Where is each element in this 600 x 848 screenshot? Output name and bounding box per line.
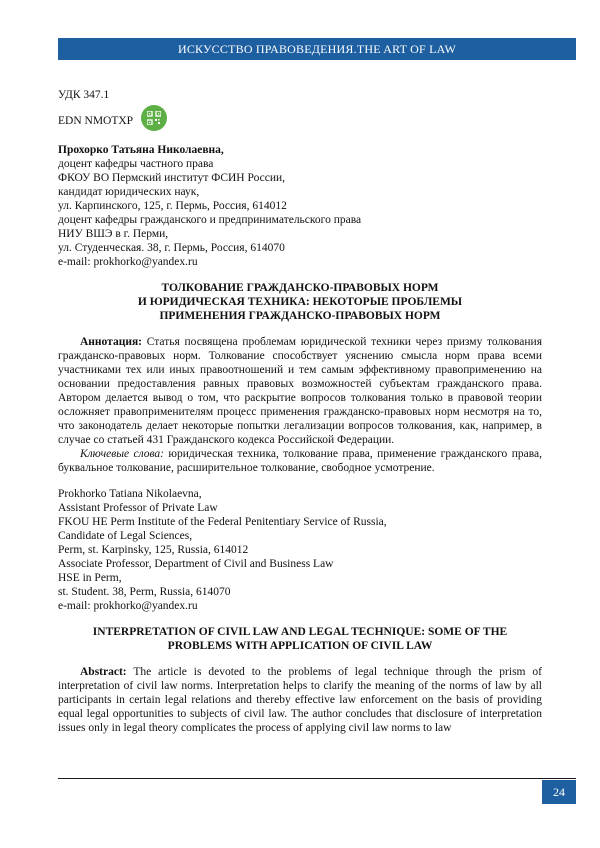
author-line-en: Candidate of Legal Sciences, bbox=[58, 530, 193, 542]
keywords-label-ru: Ключевые слова: bbox=[80, 448, 164, 460]
edn-code: EDN NMOTXP bbox=[58, 115, 134, 127]
abstract-text-ru: Статья посвящена проблемам юридической техники через призму толкования гражданско-правовых норм. Толкование способствует уяснению смысла норм права всеми участниками тех или иных правоотношений и тем самым эффективному правоприменению на основании предоставления равных правовых возможностей субъектам гражданского права. Автором делается вывод о том, что раскрытие вопросов толкования только в правовой теории осложняет правоприменителям процесс применения гражданско-правовых норм несмотря на то, что законодатель делает некоторые попытки легализации вопросов толкования, как, например, в случае со статьей 431 Гражданского кодекса Российской Федерации. bbox=[58, 336, 542, 446]
author-line: ул. Студенческая. 38, г. Пермь, Россия, 614070 bbox=[58, 242, 285, 254]
abstract-ru bbox=[58, 335, 542, 475]
page-number: 24 bbox=[553, 785, 565, 799]
author-line: ул. Карпинского, 125, г. Пермь, Россия, 614012 bbox=[58, 200, 287, 212]
title-line: ПРИМЕНЕНИЯ ГРАЖДАНСКО-ПРАВОВЫХ НОРМ bbox=[159, 310, 441, 322]
author-line-en: FKOU HE Perm Institute of the Federal Penitentiary Service of Russia, bbox=[58, 516, 387, 528]
author-line: доцент кафедры частного права bbox=[58, 158, 214, 170]
author-info-en bbox=[58, 487, 542, 613]
author-line: кандидат юридических наук, bbox=[58, 186, 200, 198]
journal-title: ИСКУССТВО ПРАВОВЕДЕНИЯ.THE ART OF LAW bbox=[177, 42, 457, 56]
abstract-label-en: Abstract: bbox=[80, 666, 127, 678]
keywords-text-ru: юридическая техника, толкование права, применение гражданского права, буквальное толкование, расширительное толкование, свободное усмотрение. bbox=[58, 448, 542, 474]
author-line-en: Associate Professor, Department of Civil and Business Law bbox=[58, 558, 334, 570]
article-title-ru bbox=[58, 281, 542, 323]
author-line-en: Prokhorko Tatiana Nikolaevna, bbox=[58, 488, 202, 500]
article-title-en bbox=[58, 625, 542, 653]
journal-header-bar bbox=[58, 38, 576, 60]
title-line: ТОЛКОВАНИЕ ГРАЖДАНСКО-ПРАВОВЫХ НОРМ bbox=[161, 282, 439, 294]
abstract-label-ru: Аннотация: bbox=[80, 336, 142, 348]
author-email: e-mail: prokhorko@yandex.ru bbox=[58, 256, 198, 268]
title-line: И ЮРИДИЧЕСКАЯ ТЕХНИКА: НЕКОТОРЫЕ ПРОБЛЕМЫ bbox=[137, 296, 463, 308]
author-info-ru bbox=[58, 143, 542, 269]
author-email-en: e-mail: prokhorko@yandex.ru bbox=[58, 600, 198, 612]
author-line-en: Assistant Professor of Private Law bbox=[58, 502, 218, 514]
author-name-ru: Прохорко Татьяна Николаевна, bbox=[58, 144, 224, 156]
edn-row bbox=[58, 111, 542, 131]
abstract-text-en: The article is devoted to the problems of legal technique through the prism of interpretation of civil law norms. Interpretation helps to clarify the meaning of the norms of law by all participants in certain legal relations and thereby effective law enforcement on the basis of providing equal legal opportunities to subjects of civil law. The author concludes that disclosure of interpretation issues only in legal theory complicates the process of applying civil law norms to law bbox=[58, 666, 542, 734]
title-line-en: PROBLEMS WITH APPLICATION OF CIVIL LAW bbox=[167, 640, 433, 652]
author-line-en: st. Student. 38, Perm, Russia, 614070 bbox=[58, 586, 231, 598]
author-line-en: HSE in Perm, bbox=[58, 572, 122, 584]
author-line-en: Perm, st. Karpinsky, 125, Russia, 614012 bbox=[58, 544, 249, 556]
author-line: НИУ ВШЭ в г. Перми, bbox=[58, 228, 169, 240]
author-line: доцент кафедры гражданского и предпринимательского права bbox=[58, 214, 362, 226]
title-line-en: INTERPRETATION OF CIVIL LAW AND LEGAL TECHNIQUE: SOME OF THE bbox=[92, 626, 508, 638]
footer-divider bbox=[58, 778, 576, 779]
article-content bbox=[58, 88, 542, 735]
abstract-en bbox=[58, 665, 542, 735]
page-number-badge bbox=[542, 780, 576, 804]
udk-code: УДК 347.1 bbox=[58, 89, 110, 101]
qr-code-icon[interactable] bbox=[141, 105, 167, 131]
author-line: ФКОУ ВО Пермский институт ФСИН России, bbox=[58, 172, 286, 184]
